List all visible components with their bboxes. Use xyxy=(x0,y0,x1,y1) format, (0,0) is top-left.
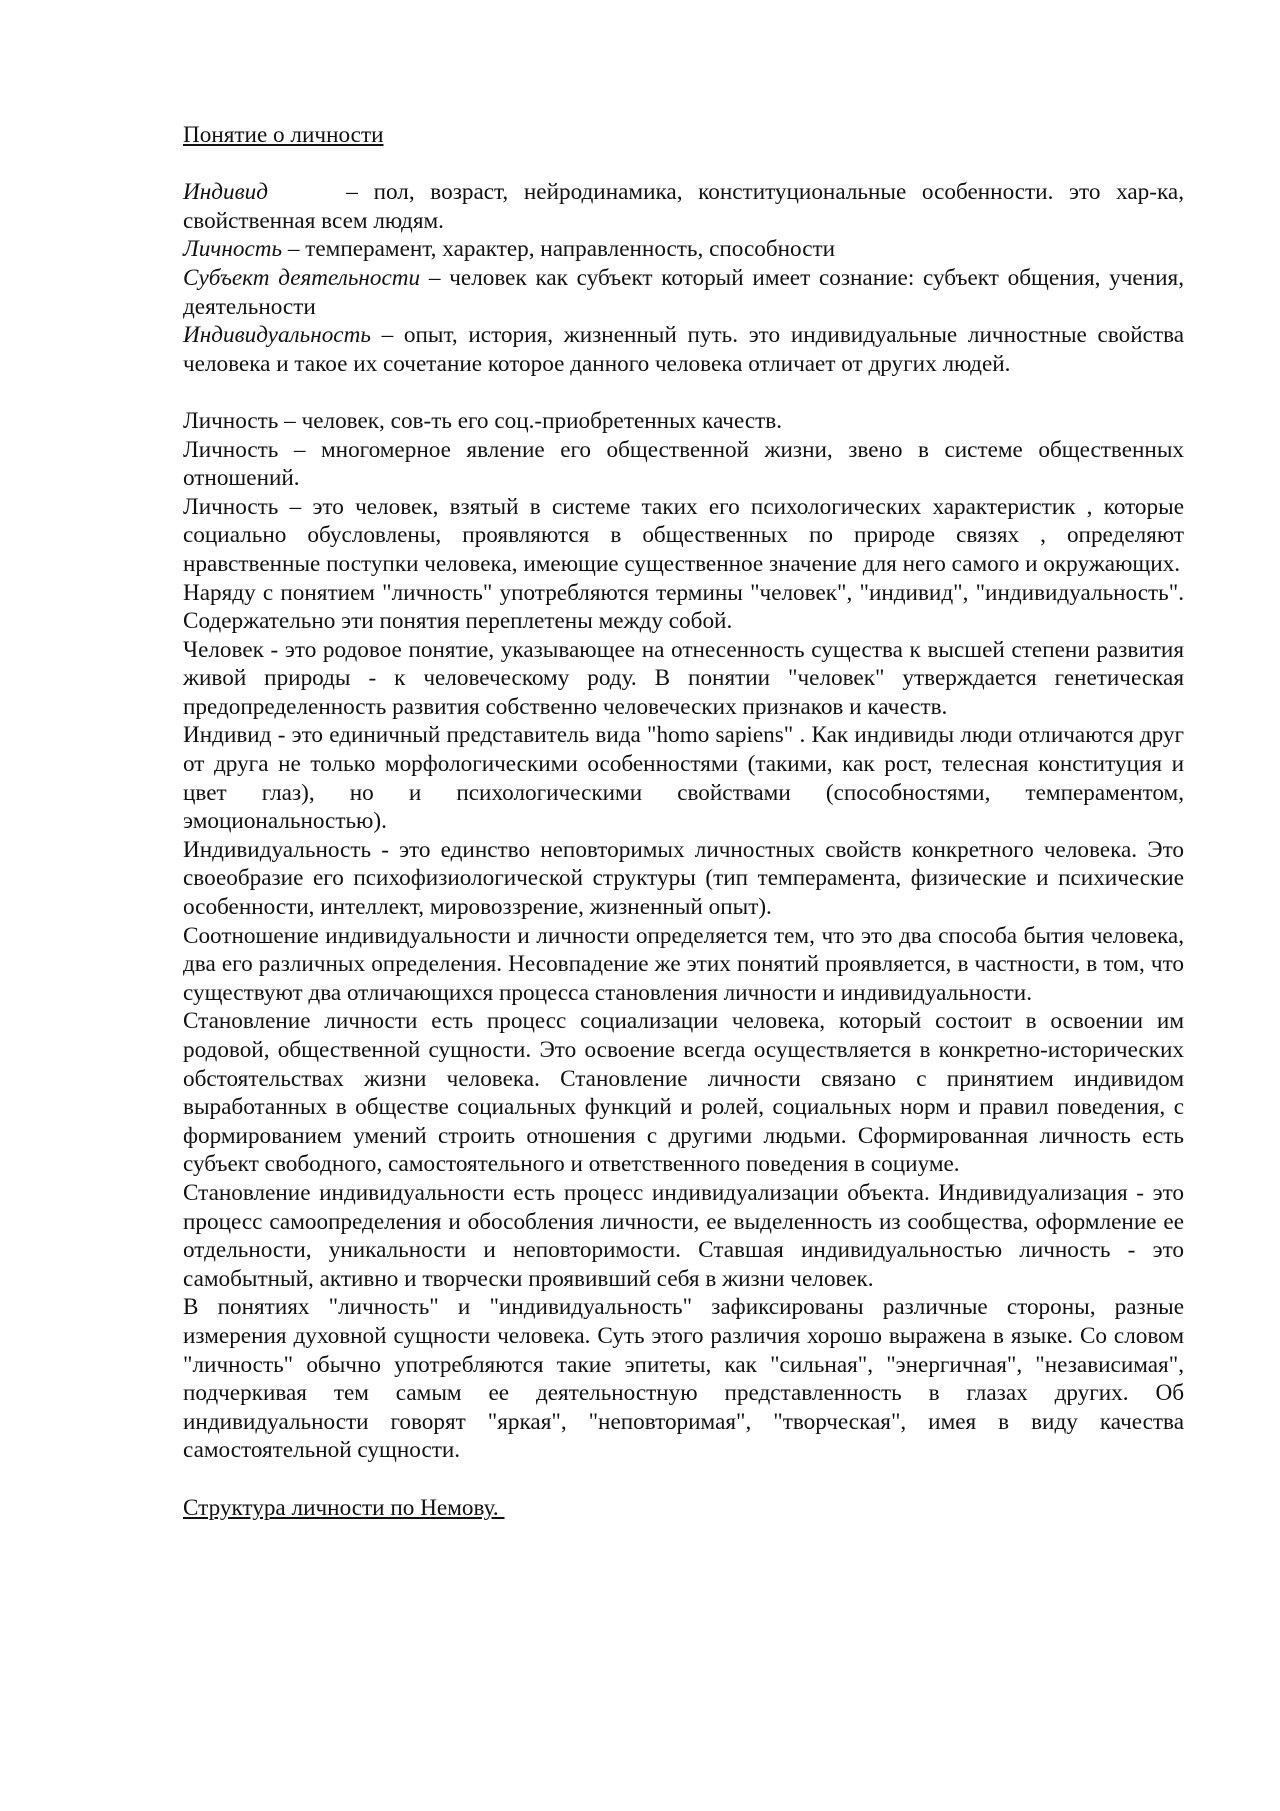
section-heading-structure: Структура личности по Немову. xyxy=(183,1494,505,1521)
definition-term: Индивид xyxy=(183,179,268,206)
definition-separator: – xyxy=(370,322,404,349)
paragraph: В понятиях "личность" и "индивидуальность" зафиксированы различные стороны, разные измерения духовной сущности человека. Суть этого различия хорошо выражена в языке. Со словом "личность" обычно употребляются такие эпитеты, как "сильная", "энергичная", "независимая", подчеркивая тем самым ее деятельностную представленность в глазах других. Об индивидуальности говорят "яркая", "неповторимая", "творческая", имея в виду качества самостоятельной сущности. xyxy=(183,1294,1184,1464)
paragraph: Личность – это человек, взятый в системе таких его психологических характеристик , которые социально обусловлены, проявляются в общественных по природе связях , определяют нравственные поступки человека, имеющие существенное значение для него самого и окружающих. xyxy=(183,493,1184,577)
definition-separator: – xyxy=(420,264,450,291)
paragraph: Индивид - это единичный представитель вида "homo sapiens" . Как индивиды люди отличаются друг от друга не только морфологическими особенностями (такими, как рост, телесная конституция и цвет глаз), но и психологическими свойствами (способностями, темпераментом, эмоциональностью). xyxy=(183,722,1184,835)
section-heading-concept: Понятие о личности xyxy=(183,122,384,148)
paragraph: Индивидуальность - это единство неповторимых личностных свойств конкретного человека. Это своеобразие его психофизиологической структуры (тип темперамента, физические и психические особенности, интеллект, мировоззрение, жизненный опыт). xyxy=(183,836,1184,921)
definition-term: Личность xyxy=(183,236,283,263)
paragraph: Личность – многомерное явление его общественной жизни, звено в системе общественных отношений. xyxy=(183,436,1184,492)
definition-term: Субъект деятельности xyxy=(183,264,421,291)
definition-separator: – xyxy=(282,236,306,263)
paragraph: Становление индивидуальности есть процесс индивидуализации объекта. Индивидуализация - это процесс самоопределения и обособления личности, ее выделенность из сообщества, оформление ее отдельности, уникальности и неповторимости. Ставшая индивидуальностью личность - это самобытный, активно и творчески проявивший себя в жизни человек. xyxy=(183,1179,1184,1292)
definition-subject xyxy=(183,264,1184,321)
paragraph: Человек - это родовое понятие, указывающее на отнесенность существа к высшей степени развития живой природы - к человеческому роду. В понятии "человек" утверждается генетическая предопределенность развития собственно человеческих признаков и качеств. xyxy=(183,636,1184,720)
paragraph: Становление личности есть процесс социализации человека, который состоит в освоении им родовой, общественной сущности. Это освоение всегда осуществляется в конкретно-исторических обстоятельствах жизни человека. Становление личности связано с принятием индивидом выработанных в обществе социальных функций и ролей, социальных норм и правил поведения, с формированием умений строить отношения с другими людьми. Сформированная личность есть субъект свободного, самостоятельного и ответственного поведения в социуме. xyxy=(183,1008,1184,1178)
definition-lichnost xyxy=(183,235,1184,264)
definition-term: Индивидуальность xyxy=(183,322,371,349)
document-body xyxy=(183,121,1184,1522)
definition-text: опыт, история, жизненный путь. это индивидуальные личностные свойства человека и такое их сочетание которое данного человека отличает от других людей. xyxy=(183,322,1185,377)
definition-text: пол, возраст, нейродинамика, конституциональные особенности. это хар-ка, свойственная всем людям. xyxy=(183,179,1184,234)
paragraph: Соотношение индивидуальности и личности определяется тем, что это два способа бытия человека, два его различных определения. Несовпадение же этих понятий проявляется, в частности, в том, что существуют два отличающихся процесса становления личности и индивидуальности. xyxy=(183,922,1184,1006)
definition-text: человек как субъект который имеет сознание: субъект общения, учения, деятельности xyxy=(183,264,1185,320)
definition-text: темперамент, характер, направленность, способности xyxy=(305,236,836,263)
definition-individualnost xyxy=(183,321,1184,378)
definition-individ xyxy=(183,178,1184,235)
blank-line xyxy=(183,1465,1184,1494)
definition-separator: – xyxy=(267,179,374,206)
blank-line xyxy=(183,378,1184,407)
paragraph: Личность – человек, сов-ть его соц.-приобретенных качеств. xyxy=(183,407,783,434)
paragraph: Наряду с понятием "личность" употребляются термины "человек", "индивид", "индивидуальность". Содержательно эти понятия переплетены между собой. xyxy=(183,579,1184,635)
blank-line xyxy=(183,150,1184,179)
